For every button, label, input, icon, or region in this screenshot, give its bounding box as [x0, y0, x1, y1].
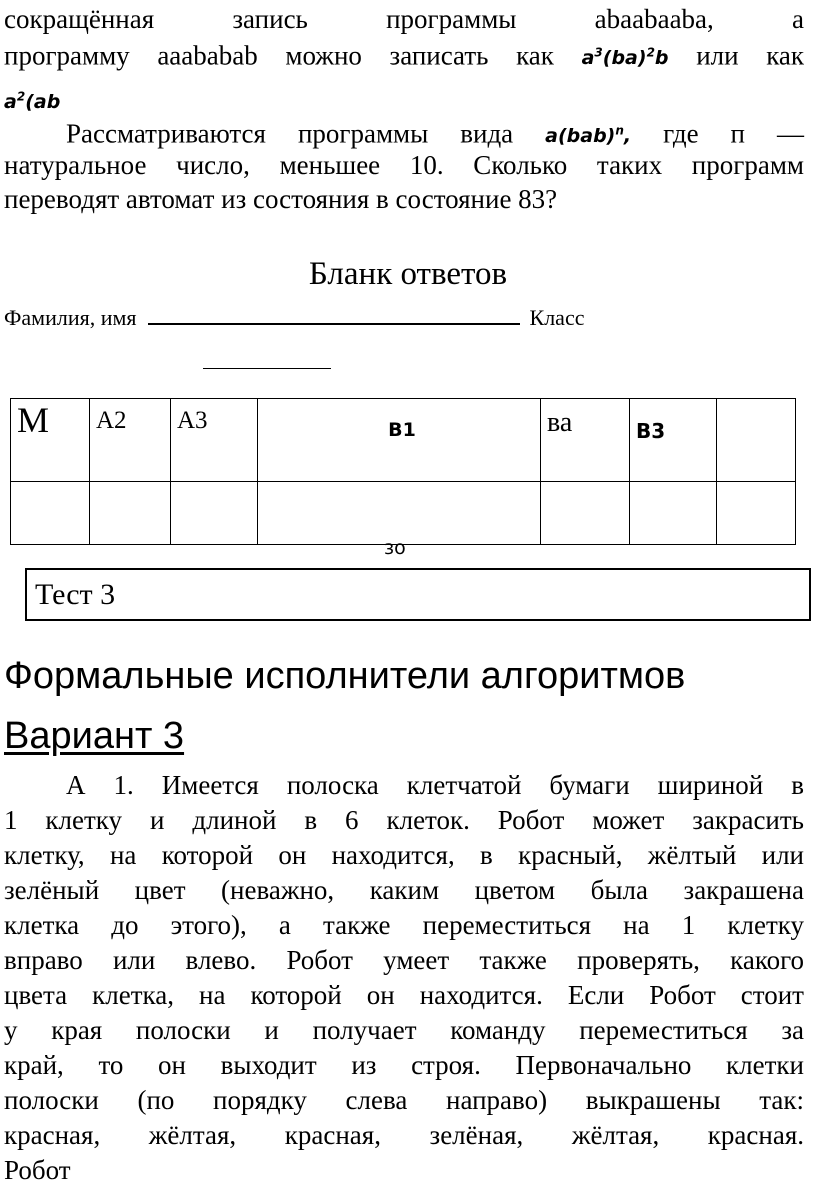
- test-label-box: Тест 3: [25, 568, 811, 621]
- header-cell-b2: ва: [541, 399, 630, 482]
- task-line: вправо или влево. Робот умеет также проверять, какого: [4, 945, 804, 975]
- answer-table: [10, 398, 796, 545]
- task-line: 1 клетку и длиной в 6 клеток. Робот может закрасить: [4, 805, 804, 835]
- answer-cell-extra[interactable]: [717, 482, 796, 545]
- task-line: зелёный цвет (неважно, каким цветом была закрашена: [4, 875, 804, 905]
- text-line-4-start: Рассматриваются программы вида: [66, 118, 514, 149]
- text-line-6: переводят автомат из состояния в состояние 83?: [4, 184, 558, 214]
- answer-table-input-row: [11, 482, 796, 545]
- task-line: А 1. Имеется полоска клетчатой бумаги шириной в: [66, 770, 804, 800]
- header-cell-b3: В3: [630, 399, 717, 482]
- topic-heading: Формальные исполнители алгоритмов: [4, 655, 686, 697]
- answer-cell-b1[interactable]: [258, 482, 541, 545]
- variant-heading: Вариант 3: [4, 715, 185, 757]
- header-cell-b1: В1: [258, 399, 541, 482]
- text-line-2: [4, 36, 804, 75]
- task-line: клетка до этого), а также переместиться на 1 клетку: [4, 910, 804, 940]
- text-line-1: сокращённая запись программы abaabaaba, а: [4, 4, 804, 34]
- surname-label: Фамилия, имя: [4, 305, 137, 330]
- text-line-5: натуральное число, меньшее 10. Сколько таких программ: [4, 150, 804, 180]
- task-line: цвета клетка, на которой он находится. Если Робот стоит: [4, 980, 804, 1010]
- page-number: зо: [384, 537, 406, 559]
- answer-cell-b3[interactable]: [630, 482, 717, 545]
- header-cell-m: М: [11, 399, 90, 482]
- task-line: клетку, на которой он находится, в красный, жёлтый или: [4, 840, 804, 870]
- class-field-line[interactable]: [203, 368, 331, 369]
- text-line-4-end: где п —: [663, 118, 804, 149]
- answer-cell-m[interactable]: [11, 482, 90, 545]
- task-line: Робот: [4, 1155, 71, 1185]
- task-line: край, то он выходит из строя. Первоначально клетки: [4, 1050, 804, 1080]
- class-label: Класс: [529, 305, 585, 330]
- header-cell-a3: А3: [171, 399, 258, 482]
- answer-cell-a3[interactable]: [171, 482, 258, 545]
- surname-field[interactable]: [148, 305, 520, 325]
- header-cell-a2: А2: [90, 399, 171, 482]
- formula-a2ab: $a^2(ab$: [4, 90, 61, 114]
- formula-abab-n: a(bab)$^n$,: [545, 124, 632, 148]
- answer-table-header-row: [11, 399, 796, 482]
- text-line-2-start: программу aaababab можно записать как: [4, 40, 554, 71]
- text-line-2-end: или как: [696, 40, 805, 71]
- name-row: [4, 305, 584, 331]
- task-line: у края полоски и получает команду переместиться за: [4, 1015, 804, 1045]
- formula-a3ba2b: $a^3(ba)^2b$: [581, 46, 669, 70]
- header-cell-extra: [717, 399, 796, 482]
- answer-cell-b2[interactable]: [541, 482, 630, 545]
- answer-cell-a2[interactable]: [90, 482, 171, 545]
- task-line: полоски (по порядку слева направо) выкрашены так:: [4, 1085, 804, 1115]
- task-line: красная, жёлтая, красная, зелёная, жёлтая, красная.: [4, 1120, 804, 1150]
- answer-sheet-title: Бланк ответов: [308, 256, 508, 292]
